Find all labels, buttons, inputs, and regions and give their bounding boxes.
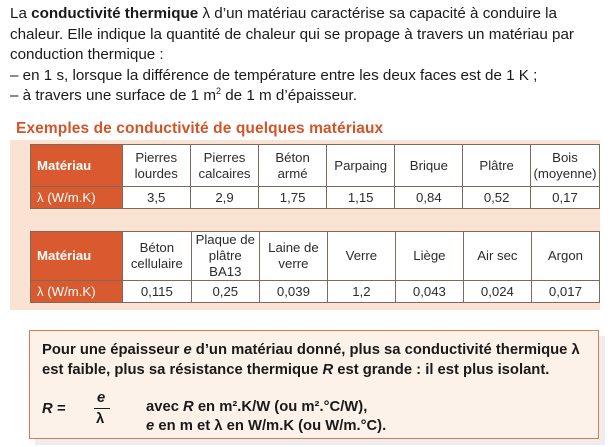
exponent: 2 xyxy=(215,85,221,96)
table-row xyxy=(31,281,600,303)
value-cell: 0,52 xyxy=(463,187,531,209)
unit-text: en m².K/W (ou m².°C/W), xyxy=(193,399,368,415)
value-cell: 1,15 xyxy=(326,187,395,209)
lhs-text: R = xyxy=(42,401,66,417)
numerator: e xyxy=(97,390,106,406)
value-cell: 2,9 xyxy=(190,187,258,209)
material-cell: Pierres calcaires xyxy=(190,145,258,187)
table-row xyxy=(31,232,600,281)
table-row xyxy=(31,145,600,187)
row-label-cell: λ (W/m.K) xyxy=(31,187,123,209)
material-cell: Air sec xyxy=(463,232,531,281)
unit-line-2 xyxy=(146,416,386,436)
section-title: Exemples de conductivité de quelques matériaux xyxy=(16,120,384,137)
material-cell: Parpaing xyxy=(326,145,395,187)
formula-fraction xyxy=(42,389,130,429)
value-cell: 0,017 xyxy=(531,281,599,303)
value-cell: 0,024 xyxy=(463,281,531,303)
intro-continuation: λ d’un matériau caractérise sa capacité à conduire la chaleur. Elle indique la quantité de chaleur qui se propage à travers un matériau par conduction thermique : xyxy=(10,5,574,63)
material-cell: Verre xyxy=(327,232,395,281)
bullet-2-tail: de 1 m d’épaisseur. xyxy=(221,87,357,104)
unit-line-1 xyxy=(146,397,367,417)
intro-lead: La xyxy=(10,5,32,22)
variable-e: e xyxy=(183,342,192,358)
statement-part: Pour une épaisseur xyxy=(42,342,184,358)
row-label-cell: λ (W/m.K) xyxy=(31,281,123,303)
value-cell: 0,043 xyxy=(395,281,463,303)
formula-statement xyxy=(42,340,590,380)
material-cell: Brique xyxy=(395,145,463,187)
unit-text: avec xyxy=(146,399,184,415)
statement-part: est grande : il est plus isolant. xyxy=(333,362,550,378)
material-cell: Béton armé xyxy=(259,145,327,187)
value-cell: 3,5 xyxy=(122,187,190,209)
variable-e: e xyxy=(146,418,155,434)
value-cell: 0,25 xyxy=(191,281,259,303)
formula-lhs xyxy=(42,399,65,419)
value-cell: 0,17 xyxy=(531,187,600,209)
header-cell: Matériau xyxy=(31,232,123,281)
bold-term: conductivité thermique xyxy=(31,5,199,22)
intro-paragraph xyxy=(10,4,606,107)
material-cell: Plâtre xyxy=(463,145,531,187)
variable-r: R xyxy=(322,362,334,378)
variable-r: R xyxy=(183,399,194,415)
conductivity-table-1 xyxy=(30,144,600,209)
bullet-2-lead: – à travers une surface de 1 m xyxy=(10,87,216,104)
value-cell: 0,84 xyxy=(395,187,463,209)
denominator: λ xyxy=(96,411,105,427)
material-cell: Argon xyxy=(531,232,599,281)
material-cell: Bois (moyenne) xyxy=(531,145,600,187)
value-cell: 0,039 xyxy=(259,281,327,303)
material-cell: Laine de verre xyxy=(259,232,327,281)
material-cell: Béton cellulaire xyxy=(123,232,192,281)
value-cell: 1,75 xyxy=(259,187,327,209)
material-cell: Liège xyxy=(395,232,463,281)
tables-panel xyxy=(10,140,600,310)
header-cell: Matériau xyxy=(31,145,123,187)
unit-text: en m et λ en W/m.K (ou W/m.°C). xyxy=(154,418,387,434)
conductivity-table-2 xyxy=(30,231,600,303)
formula-box xyxy=(29,330,599,439)
value-cell: 1,2 xyxy=(327,281,395,303)
table-row xyxy=(31,187,600,209)
statement-part: d’un matériau donné, plus sa conductivité thermique λ est faible, plus sa résistance thermique xyxy=(42,342,580,378)
bullet-1: – en 1 s, lorsque la différence de température entre les deux faces est de 1 K ; xyxy=(10,66,538,84)
bullet-2 xyxy=(10,86,606,107)
material-cell: Pierres lourdes xyxy=(122,145,190,187)
intro-text xyxy=(10,4,606,66)
material-cell: Plaque de plâtre BA13 xyxy=(191,232,259,281)
value-cell: 0,115 xyxy=(123,281,192,303)
